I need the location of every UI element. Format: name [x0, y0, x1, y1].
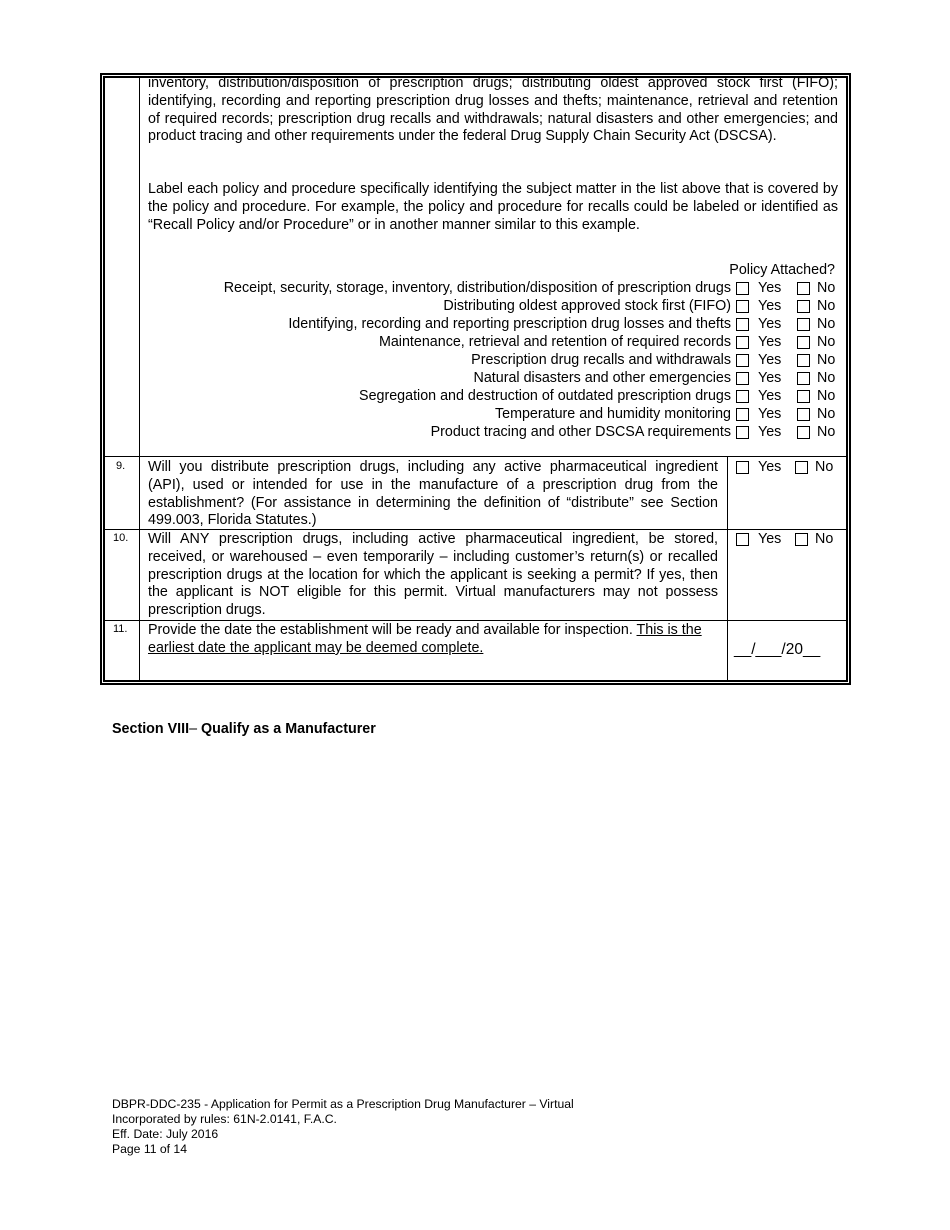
q9-no-label: No — [815, 459, 834, 475]
question-text-underlined: This is the earliest date the applicant may be deemed complete. — [148, 622, 702, 656]
label-paragraph: Label each policy and procedure specifically identifying the subject matter in the list above that is covered by the policy and procedure. For example, the policy and procedure for recalls could be labeled or identified as “Recall Policy and/or Procedure” or in another manner similar to this example. — [148, 181, 838, 233]
policy-yes-checkbox[interactable] — [736, 372, 749, 385]
footer-page-number: Page 11 of 14 — [112, 1142, 187, 1156]
footer-effective-date: Eff. Date: July 2016 — [112, 1127, 219, 1141]
policy-no-label: No — [817, 298, 836, 314]
policy-yes-label: Yes — [758, 370, 782, 386]
footer-form-title: DBPR-DDC-235 - Application for Permit as a Prescription Drug Manufacturer – Virtual — [112, 1097, 574, 1111]
policy-yes-label: Yes — [758, 352, 782, 368]
policy-yes-label: Yes — [758, 316, 782, 332]
row-divider-9 — [105, 456, 846, 457]
q9-yes-checkbox[interactable] — [736, 461, 749, 474]
policy-item-label: Prescription drug recalls and withdrawals — [471, 352, 731, 368]
policy-no-checkbox[interactable] — [797, 408, 810, 421]
policy-no-checkbox[interactable] — [797, 390, 810, 403]
policy-attached-header: Policy Attached? — [729, 262, 835, 278]
policy-no-label: No — [817, 280, 836, 296]
policy-no-label: No — [817, 370, 836, 386]
policy-no-label: No — [817, 424, 836, 440]
policy-yes-label: Yes — [758, 406, 782, 422]
policy-no-label: No — [817, 334, 836, 350]
question-text-plain: Provide the date the establishment will be ready and available for inspection. — [148, 622, 637, 638]
question-number: 9. — [116, 460, 126, 472]
policy-no-label: No — [817, 388, 836, 404]
question-number: 11. — [113, 623, 128, 635]
policy-no-checkbox[interactable] — [797, 354, 810, 367]
section-prefix: Section VIII — [112, 721, 190, 737]
policy-no-checkbox[interactable] — [797, 282, 810, 295]
number-column-divider — [139, 76, 140, 682]
policy-item-label: Product tracing and other DSCSA requirements — [430, 424, 731, 440]
policy-no-checkbox[interactable] — [797, 300, 810, 313]
row-divider-11 — [105, 620, 846, 621]
intro-paragraph: inventory, distribution/disposition of prescription drugs; distributing oldest approved stock first (FIFO); identifying, recording and reporting prescription drug losses and thefts; maintenance, retrieval and retention of required records; prescription drug recalls and withdrawals; natural disasters and other emergencies; and product tracing and other requirements under the federal Drug Supply Chain Security Act (DSCSA). — [148, 75, 838, 145]
policy-no-label: No — [817, 352, 836, 368]
footer-incorporated: Incorporated by rules: 61N-2.0141, F.A.C. — [112, 1112, 337, 1126]
question-number: 10. — [113, 532, 129, 544]
question-text — [148, 622, 718, 658]
policy-item-label: Maintenance, retrieval and retention of required records — [378, 334, 731, 350]
policy-yes-checkbox[interactable] — [736, 408, 749, 421]
policy-item-label: Identifying, recording and reporting prescription drug losses and thefts — [288, 316, 731, 332]
policy-no-checkbox[interactable] — [797, 318, 810, 331]
question-text: Will ANY prescription drugs, including active pharmaceutical ingredient, be stored, received, or warehoused – even temporarily – including customer’s return(s) or recalled prescription drugs at the location for which the applicant is seeking a permit? If yes, then the applicant is NOT eligible for this permit. Virtual manufacturers may not possess prescription drugs. — [148, 531, 718, 619]
policy-yes-label: Yes — [758, 298, 782, 314]
question-text: Will you distribute prescription drugs, including any active pharmaceutical ingredient (API), used or intended for use in the manufacture of a prescription drug from the establishment? (For assistance in determining the definition of “distribute” see Section 499.003, Florida Statutes.) — [148, 459, 718, 529]
policy-yes-checkbox[interactable] — [736, 300, 749, 313]
policy-yes-checkbox[interactable] — [736, 390, 749, 403]
policy-no-label: No — [817, 316, 836, 332]
q10-no-label: No — [815, 531, 834, 547]
policy-yes-checkbox[interactable] — [736, 282, 749, 295]
q10-no-checkbox[interactable] — [795, 533, 808, 546]
q10-yes-label: Yes — [758, 531, 782, 547]
section-title: Qualify as a Manufacturer — [197, 721, 376, 737]
policy-yes-checkbox[interactable] — [736, 426, 749, 439]
policy-yes-label: Yes — [758, 388, 782, 404]
policy-yes-label: Yes — [758, 334, 782, 350]
policy-yes-label: Yes — [758, 280, 782, 296]
policy-item-label: Temperature and humidity monitoring — [494, 406, 731, 422]
section-dash: – — [189, 721, 198, 737]
inspection-date-field[interactable]: __/___/20__ — [734, 641, 821, 658]
policy-item-label: Natural disasters and other emergencies — [473, 370, 731, 386]
policy-item-label: Receipt, security, storage, inventory, distribution/disposition of prescription drugs — [223, 280, 731, 296]
footer — [112, 1097, 574, 1157]
policy-no-checkbox[interactable] — [797, 426, 810, 439]
policy-no-checkbox[interactable] — [797, 336, 810, 349]
q9-yes-label: Yes — [758, 459, 782, 475]
answer-column-divider — [727, 456, 728, 682]
policy-yes-checkbox[interactable] — [736, 318, 749, 331]
q9-no-checkbox[interactable] — [795, 461, 808, 474]
policy-yes-checkbox[interactable] — [736, 336, 749, 349]
policy-no-checkbox[interactable] — [797, 372, 810, 385]
policy-item-label: Distributing oldest approved stock first (FIFO) — [443, 298, 731, 314]
policy-yes-checkbox[interactable] — [736, 354, 749, 367]
policy-yes-label: Yes — [758, 424, 782, 440]
section-heading — [112, 721, 376, 737]
policy-item-label: Segregation and destruction of outdated prescription drugs — [359, 388, 731, 404]
q10-yes-checkbox[interactable] — [736, 533, 749, 546]
policy-no-label: No — [817, 406, 836, 422]
